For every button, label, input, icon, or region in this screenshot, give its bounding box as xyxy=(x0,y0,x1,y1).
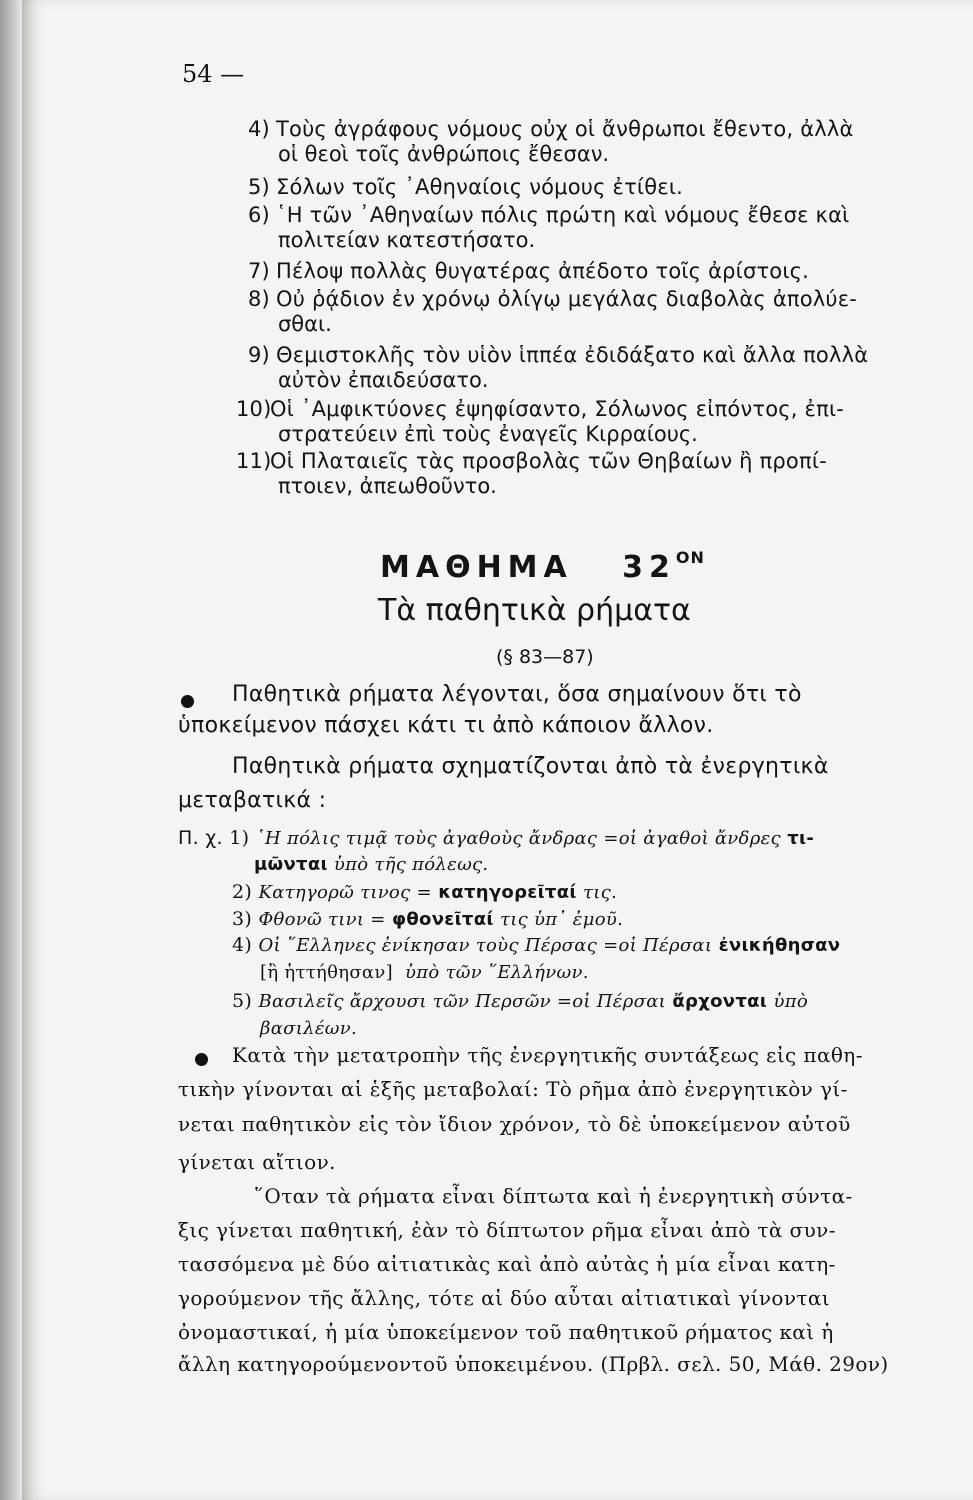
rule-1-line-2: τικὴν γίνονται αἱ ἑξῆς μεταβολαί: Τὸ ρῆμα ἀπὸ ἐνεργητικὸν γί- xyxy=(178,1077,848,1101)
rule-1-line-4: γίνεται αἴτιον. xyxy=(178,1150,336,1174)
bullet-icon xyxy=(181,695,194,708)
exercise-8: 8) Οὐ ῥᾴδιον ἐν χρόνῳ ὀλίγῳ μεγάλας διαβολὰς ἀπολύε- xyxy=(248,287,858,311)
rule-2-line-4: γορούμενον τῆς ἄλλης, τότε αἱ δύο αὗται αἰτιατικαὶ γίνονται xyxy=(178,1286,831,1310)
exercise-4: 4) Τοὺς ἀγράφους νόμους οὐχ οἱ ἄνθρωποι ἔθεντο, ἀλλὰ xyxy=(248,117,854,141)
exercise-8-cont: σθαι. xyxy=(278,312,332,336)
definition-line-4: μεταβατικά : xyxy=(178,788,327,813)
rule-1-line-1: Κατὰ τὴν μετατροπὴν τῆς ἐνεργητικῆς συντάξεως εἰς παθη- xyxy=(232,1043,863,1067)
exercise-7: 7) Πέλοψ πολλὰς θυγατέρας ἀπέδοτο τοῖς ἀρίστοις. xyxy=(248,259,810,283)
example-4-cont: [ἢ ἡττήθησαν] ὑπὸ τῶν ῞Ελλήνων. xyxy=(260,962,589,983)
definition-line-1: Παθητικὰ ρήματα λέγονται, ὅσα σημαίνουν ὅτι τὸ xyxy=(232,682,802,707)
book-spine-edge xyxy=(0,0,22,1500)
exercise-11: 11)Οἱ Πλαταιεῖς τὰς προσβολὰς τῶν Θηβαίων ἢ προπί- xyxy=(236,449,827,473)
example-1-cont: μῶνται ὑπὸ τῆς πόλεως. xyxy=(254,854,489,875)
example-5: 5) Βασιλεῖς ἄρχουσι τῶν Περσῶν =οἱ Πέρσαι ἄρχονται ὑπὸ xyxy=(232,990,808,1012)
definition-line-3: Παθητικὰ ρήματα σχηματίζονται ἀπὸ τὰ ἐνεργητικὰ xyxy=(232,754,829,779)
definition-line-2: ὑποκείμενον πάσχει κάτι τι ἀπὸ κάποιον ἄλλον. xyxy=(178,713,714,738)
page-number: 54 — xyxy=(182,60,245,88)
lesson-subtitle: Τὰ παθητικὰ ρήματα xyxy=(378,593,691,628)
bullet-icon xyxy=(195,1053,208,1066)
exercise-6-cont: πολιτείαν κατεστήσατο. xyxy=(278,228,536,252)
rule-1-line-3: νεται παθητικὸν εἰς τὸν ἴδιον χρόνον, τὸ δὲ ὑποκείμενον αὐτοῦ xyxy=(178,1112,851,1136)
example-5-cont: βασιλέων. xyxy=(260,1018,358,1039)
rule-2-line-6: ἄλλη κατηγορούμενοντοῦ ὑποκειμένου. (Πρβλ. σελ. 50, Μάθ. 29ον) xyxy=(178,1352,889,1376)
example-2: 2) Κατηγορῶ τινος = κατηγορεῖταί τις. xyxy=(232,881,618,903)
exercise-10-cont: στρατεύειν ἐπὶ τοὺς ἐναγεῖς Κιρραίους. xyxy=(278,422,698,446)
rule-2-line-2: ξις γίνεται παθητική, ἐὰν τὸ δίπτωτον ρῆμα εἶναι ἀπὸ τὰ συν- xyxy=(178,1218,836,1242)
exercise-6: 6) ῾Η τῶν ᾿Αθηναίων πόλις πρώτη καὶ νόμους ἔθεσε καὶ xyxy=(248,203,850,227)
example-1: Π. χ. 1) ῾Η πόλις τιμᾷ τοὺς ἀγαθοὺς ἄνδρας =οἱ ἀγαθοὶ ἄνδρες τι- xyxy=(178,827,815,849)
exercise-4-cont: οἱ θεοὶ τοῖς ἀνθρώποις ἔθεσαν. xyxy=(278,142,610,166)
rule-2-line-3: τασσόμενα μὲ δύο αἰτιατικὰς καὶ ἀπὸ αὐτὰς ἡ μία εἶναι κατη- xyxy=(178,1252,836,1276)
example-4: 4) Οἱ ῞Ελληνες ἐνίκησαν τοὺς Πέρσας =οἱ Πέρσαι ἐνικήθησαν xyxy=(232,934,841,956)
exercise-9-cont: αὐτὸν ἐπαιδεύσατο. xyxy=(278,368,489,392)
rule-2-line-1: ῞Οταν τὰ ρήματα εἶναι δίπτωτα καὶ ἡ ἐνεργητικὴ σύντα- xyxy=(254,1184,853,1208)
exercise-10: 10)Οἱ ᾿Αμφικτύονες ἐψηφίσαντο, Σόλωνος εἰπόντος, ἐπι- xyxy=(236,397,845,421)
example-3: 3) Φθονῶ τινι = φθονεῖταί τις ὑπ᾿ ἐμοῦ. xyxy=(232,908,624,930)
exercise-9: 9) Θεμιστοκλῆς τὸν υἱὸν ἱππέα ἐδιδάξατο καὶ ἄλλα πολλὰ xyxy=(248,343,869,367)
paragraph-reference: (§ 83—87) xyxy=(496,646,594,668)
lesson-title: ΜΑΘΗΜΑ $32^{ON}$ xyxy=(380,548,705,585)
exercise-11-cont: πτοιεν, ἀπεωθοῦντο. xyxy=(278,474,497,498)
exercise-5: 5) Σόλων τοῖς ᾿Αθηναίοις νόμους ἐτίθει. xyxy=(248,175,684,199)
rule-2-line-5: ὀνομαστικαί, ἡ μία ὑποκείμενον τοῦ παθητικοῦ ρήματος καὶ ἡ xyxy=(178,1320,834,1344)
